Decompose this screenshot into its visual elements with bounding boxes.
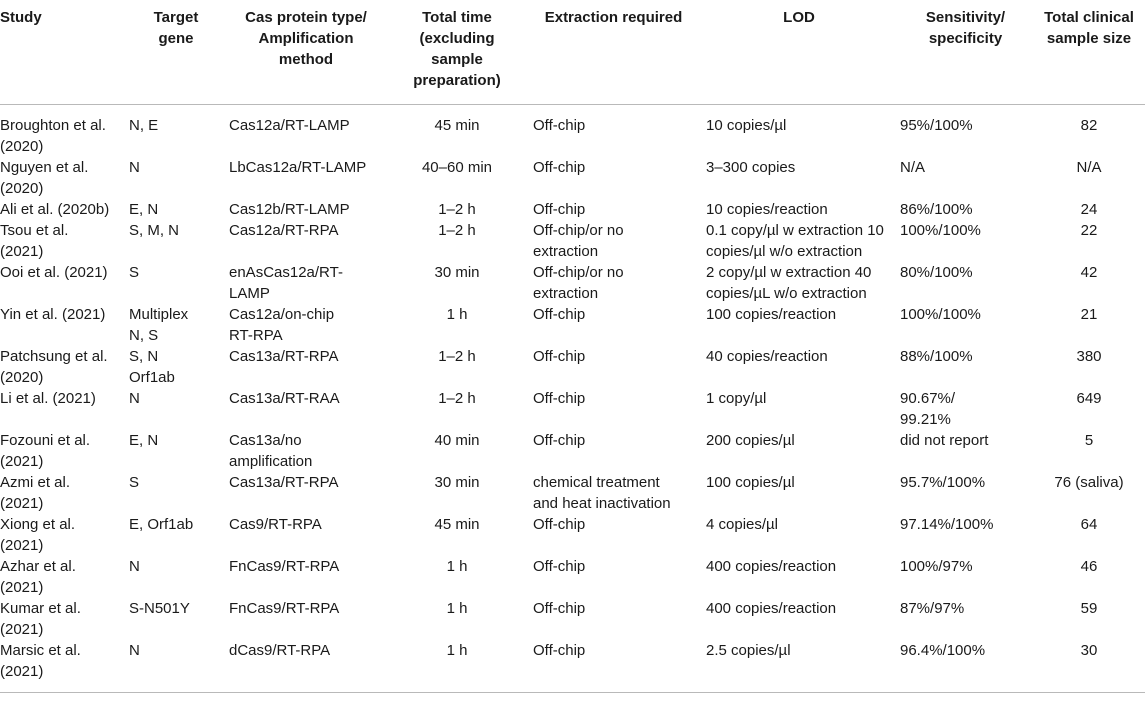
cell-total-time: [387, 430, 527, 472]
cell-line: (2021): [0, 662, 44, 680]
cell-line: 100%/100%: [900, 305, 981, 323]
table-body: [0, 104, 1145, 692]
cell-line: Kumar et al.: [0, 599, 81, 617]
header-line: sample: [431, 51, 483, 68]
cell-study: [0, 157, 127, 199]
cell-cas-protein-amplification: [225, 220, 387, 262]
cell-line: 1–2 h: [438, 200, 476, 218]
cell-line: Off-chip/or no: [533, 221, 624, 239]
header-line: (excluding: [419, 30, 495, 47]
cell-line: copies/µL w/o extraction: [706, 284, 867, 302]
cell-target-gene: [127, 472, 225, 514]
cell-line: (2021): [0, 242, 44, 260]
cell-extraction-required: [527, 346, 700, 388]
cell-line: 1 h: [446, 305, 468, 323]
cell-line: Xiong et al.: [0, 515, 76, 533]
cell-total-time: [387, 220, 527, 262]
cell-lod: [700, 304, 898, 346]
cell-line: 45 min: [434, 116, 480, 134]
table-row: [0, 388, 1145, 430]
cell-line: Off-chip/or no: [533, 263, 624, 281]
cell-cas-protein-amplification: [225, 199, 387, 220]
cell-line: 3–300 copies: [706, 158, 796, 176]
cell-line: 22: [1080, 221, 1098, 239]
cell-study: [0, 199, 127, 220]
cell-target-gene: [127, 514, 225, 556]
cell-lod: [700, 388, 898, 430]
cell-line: Cas13a/RT-RPA: [229, 473, 339, 491]
header-line: Sensitivity/: [925, 9, 1006, 26]
cell-study: [0, 388, 127, 430]
cell-lod: [700, 199, 898, 220]
cell-lod: [700, 598, 898, 640]
cell-total-time: [387, 598, 527, 640]
cell-line: Azmi et al.: [0, 473, 71, 491]
cell-line: and heat inactivation: [533, 494, 671, 512]
cell-line: Off-chip: [533, 200, 586, 218]
cell-line: Cas12a/RT-LAMP: [229, 116, 350, 134]
cell-line: Patchsung et al.: [0, 347, 108, 365]
table-row: [0, 598, 1145, 640]
header-total-time: [387, 0, 527, 104]
cell-target-gene: [127, 430, 225, 472]
cell-line: (2020): [0, 368, 44, 386]
cell-clinical-sample-size: [1033, 199, 1145, 220]
cell-target-gene: [127, 346, 225, 388]
cell-line: 80%/100%: [900, 263, 973, 281]
cell-line: 42: [1080, 263, 1098, 281]
header-line: Target: [153, 9, 199, 26]
header-line: method: [278, 51, 334, 68]
cell-line: Azhar et al.: [0, 557, 76, 575]
cell-study: [0, 514, 127, 556]
cell-line: Li et al. (2021): [0, 389, 96, 407]
cell-line: 10 copies/µl: [706, 116, 787, 134]
cell-lod: [700, 556, 898, 598]
header-clinical-sample-size: [1033, 0, 1145, 104]
cell-cas-protein-amplification: [225, 556, 387, 598]
cell-line: E, N: [129, 200, 159, 218]
cell-lod: [700, 640, 898, 693]
cell-line: 1 h: [446, 641, 468, 659]
cell-target-gene: [127, 262, 225, 304]
cell-line: 100 copies/reaction: [706, 305, 837, 323]
table-row: [0, 220, 1145, 262]
cell-lod: [700, 514, 898, 556]
cell-line: (2021): [0, 452, 44, 470]
cell-target-gene: [127, 556, 225, 598]
table-row: [0, 104, 1145, 157]
cell-line: 2 copy/µl w extraction 40: [706, 263, 872, 281]
cell-line: 76 (saliva): [1054, 473, 1124, 491]
cell-line: 100%/100%: [900, 221, 981, 239]
header-line: Total time: [422, 9, 492, 26]
cell-cas-protein-amplification: [225, 640, 387, 693]
cell-sensitivity-specificity: [898, 346, 1033, 388]
table-row: [0, 199, 1145, 220]
cell-extraction-required: [527, 104, 700, 157]
cell-total-time: [387, 199, 527, 220]
cell-study: [0, 104, 127, 157]
cell-line: LAMP: [229, 284, 270, 302]
cell-line: 1–2 h: [438, 389, 476, 407]
cell-line: Cas12a/on-chip: [229, 305, 335, 323]
header-line: Amplification: [258, 30, 354, 47]
cell-line: 46: [1080, 557, 1098, 575]
cell-line: E, N: [129, 431, 159, 449]
header-line: sample size: [1046, 30, 1132, 47]
cell-total-time: [387, 514, 527, 556]
cell-line: Off-chip: [533, 116, 586, 134]
cell-line: 40 copies/reaction: [706, 347, 828, 365]
cell-total-time: [387, 640, 527, 693]
cell-lod: [700, 157, 898, 199]
cell-line: Ali et al. (2020b): [0, 200, 110, 218]
cell-total-time: [387, 556, 527, 598]
cell-lod: [700, 430, 898, 472]
cell-line: Nguyen et al.: [0, 158, 89, 176]
table-row: [0, 640, 1145, 693]
cell-line: 100 copies/µl: [706, 473, 795, 491]
header-sensitivity-specificity: [898, 0, 1033, 104]
cell-line: (2020): [0, 137, 44, 155]
cell-line: (2020): [0, 179, 44, 197]
header-line: specificity: [928, 30, 1003, 47]
cell-line: 86%/100%: [900, 200, 973, 218]
cell-clinical-sample-size: [1033, 556, 1145, 598]
cell-line: 30 min: [434, 263, 480, 281]
cell-cas-protein-amplification: [225, 472, 387, 514]
cell-extraction-required: [527, 157, 700, 199]
cell-sensitivity-specificity: [898, 262, 1033, 304]
cell-extraction-required: [527, 640, 700, 693]
cell-extraction-required: [527, 430, 700, 472]
cell-line: 10 copies/reaction: [706, 200, 828, 218]
cell-line: Tsou et al.: [0, 221, 69, 239]
cell-line: 96.4%/100%: [900, 641, 986, 659]
cell-study: [0, 598, 127, 640]
cell-line: enAsCas12a/RT-: [229, 263, 343, 281]
cell-line: Fozouni et al.: [0, 431, 91, 449]
cell-cas-protein-amplification: [225, 157, 387, 199]
cell-target-gene: [127, 304, 225, 346]
cell-line: S, N: [129, 347, 159, 365]
cell-line: E, Orf1ab: [129, 515, 194, 533]
cell-line: LbCas12a/RT-LAMP: [229, 158, 367, 176]
cell-line: Multiplex: [129, 305, 189, 323]
cell-target-gene: [127, 199, 225, 220]
cell-sensitivity-specificity: [898, 304, 1033, 346]
cell-sensitivity-specificity: [898, 640, 1033, 693]
cell-line: 88%/100%: [900, 347, 973, 365]
cell-total-time: [387, 346, 527, 388]
cell-clinical-sample-size: [1033, 598, 1145, 640]
table-header: [0, 0, 1145, 104]
cell-line: Cas12b/RT-LAMP: [229, 200, 350, 218]
cell-target-gene: [127, 598, 225, 640]
cell-line: (2021): [0, 536, 44, 554]
cell-line: 1–2 h: [438, 347, 476, 365]
cell-sensitivity-specificity: [898, 388, 1033, 430]
cell-line: 400 copies/reaction: [706, 557, 837, 575]
cell-line: copies/µl w/o extraction: [706, 242, 863, 260]
table-row: [0, 430, 1145, 472]
cell-line: Cas13a/no: [229, 431, 302, 449]
header-line: Extraction required: [544, 9, 683, 26]
cell-clinical-sample-size: [1033, 430, 1145, 472]
cell-study: [0, 346, 127, 388]
cell-lod: [700, 346, 898, 388]
cell-line: 64: [1080, 515, 1098, 533]
table-row: [0, 556, 1145, 598]
cell-line: Off-chip: [533, 641, 586, 659]
cell-clinical-sample-size: [1033, 388, 1145, 430]
table-row: [0, 514, 1145, 556]
cell-line: 87%/97%: [900, 599, 965, 617]
cell-extraction-required: [527, 388, 700, 430]
cell-sensitivity-specificity: [898, 220, 1033, 262]
header-line: preparation): [413, 72, 501, 89]
cell-line: 59: [1080, 599, 1098, 617]
cell-line: Orf1ab: [129, 368, 175, 386]
cell-line: 649: [1076, 389, 1102, 407]
cell-sensitivity-specificity: [898, 430, 1033, 472]
cell-extraction-required: [527, 472, 700, 514]
cell-line: FnCas9/RT-RPA: [229, 557, 340, 575]
cell-line: extraction: [533, 284, 599, 302]
cell-clinical-sample-size: [1033, 304, 1145, 346]
cell-sensitivity-specificity: [898, 598, 1033, 640]
cell-line: 2.5 copies/µl: [706, 641, 791, 659]
cell-line: 30 min: [434, 473, 480, 491]
cell-cas-protein-amplification: [225, 104, 387, 157]
cell-extraction-required: [527, 220, 700, 262]
cell-target-gene: [127, 104, 225, 157]
cell-line: RT-RPA: [229, 326, 283, 344]
cell-total-time: [387, 104, 527, 157]
cell-cas-protein-amplification: [225, 262, 387, 304]
cell-line: N: [129, 158, 140, 176]
cell-line: N/A: [900, 158, 926, 176]
cell-line: 400 copies/reaction: [706, 599, 837, 617]
cell-line: 24: [1080, 200, 1098, 218]
cell-line: 30: [1080, 641, 1098, 659]
cell-line: S: [129, 473, 140, 491]
cell-line: Off-chip: [533, 599, 586, 617]
cell-line: (2021): [0, 494, 44, 512]
cell-clinical-sample-size: [1033, 220, 1145, 262]
cell-line: 1 h: [446, 599, 468, 617]
cell-extraction-required: [527, 514, 700, 556]
cell-line: 95%/100%: [900, 116, 973, 134]
header-row: [0, 0, 1145, 104]
cell-clinical-sample-size: [1033, 346, 1145, 388]
cell-line: Cas9/RT-RPA: [229, 515, 322, 533]
cell-line: FnCas9/RT-RPA: [229, 599, 340, 617]
cell-lod: [700, 220, 898, 262]
cell-line: 90.67%/: [900, 389, 956, 407]
header-lod: [700, 0, 898, 104]
cell-line: N/A: [1076, 158, 1102, 176]
cell-total-time: [387, 304, 527, 346]
cell-study: [0, 556, 127, 598]
cell-line: Off-chip: [533, 431, 586, 449]
cell-line: chemical treatment: [533, 473, 660, 491]
cell-line: Marsic et al.: [0, 641, 81, 659]
cell-line: 40–60 min: [421, 158, 493, 176]
cell-extraction-required: [527, 199, 700, 220]
cell-line: 200 copies/µl: [706, 431, 795, 449]
cell-line: Off-chip: [533, 347, 586, 365]
cell-line: 5: [1084, 431, 1094, 449]
cell-line: (2021): [0, 578, 44, 596]
cell-sensitivity-specificity: [898, 472, 1033, 514]
table-row: [0, 262, 1145, 304]
cell-line: S: [129, 263, 140, 281]
cell-line: amplification: [229, 452, 313, 470]
cell-total-time: [387, 262, 527, 304]
cell-line: N, S: [129, 326, 159, 344]
cell-extraction-required: [527, 304, 700, 346]
cell-line: N: [129, 641, 140, 659]
cell-cas-protein-amplification: [225, 514, 387, 556]
cell-line: Off-chip: [533, 515, 586, 533]
cell-line: Cas13a/RT-RAA: [229, 389, 340, 407]
cell-target-gene: [127, 157, 225, 199]
cell-study: [0, 430, 127, 472]
cell-line: Off-chip: [533, 305, 586, 323]
cell-sensitivity-specificity: [898, 199, 1033, 220]
cell-line: N, E: [129, 116, 159, 134]
cell-line: Off-chip: [533, 158, 586, 176]
cell-line: 82: [1080, 116, 1098, 134]
cell-clinical-sample-size: [1033, 514, 1145, 556]
cell-clinical-sample-size: [1033, 640, 1145, 693]
cell-study: [0, 220, 127, 262]
table-row: [0, 304, 1145, 346]
cell-line: Off-chip: [533, 389, 586, 407]
cell-line: extraction: [533, 242, 599, 260]
cell-study: [0, 640, 127, 693]
cell-line: 97.14%/100%: [900, 515, 994, 533]
cell-cas-protein-amplification: [225, 346, 387, 388]
cell-line: Broughton et al.: [0, 116, 106, 134]
cell-line: 0.1 copy/µl w extraction 10: [706, 221, 884, 239]
cell-line: 21: [1080, 305, 1098, 323]
table-row: [0, 157, 1145, 199]
cell-line: Cas12a/RT-RPA: [229, 221, 339, 239]
cell-lod: [700, 104, 898, 157]
header-target-gene: [127, 0, 225, 104]
header-study: [0, 0, 127, 104]
cell-total-time: [387, 472, 527, 514]
cell-line: N: [129, 557, 140, 575]
cell-study: [0, 262, 127, 304]
cell-line: Yin et al. (2021): [0, 305, 106, 323]
header-line: LOD: [783, 9, 815, 26]
cell-sensitivity-specificity: [898, 556, 1033, 598]
cell-line: N: [129, 389, 140, 407]
cell-extraction-required: [527, 556, 700, 598]
cell-line: Ooi et al. (2021): [0, 263, 108, 281]
cell-line: 40 min: [434, 431, 480, 449]
cell-study: [0, 472, 127, 514]
cell-extraction-required: [527, 598, 700, 640]
header-line: Cas protein type/: [245, 9, 367, 26]
cell-cas-protein-amplification: [225, 304, 387, 346]
cell-line: did not report: [900, 431, 989, 449]
cell-line: 380: [1076, 347, 1102, 365]
cell-target-gene: [127, 388, 225, 430]
header-cas-protein-amplification: [225, 0, 387, 104]
cell-study: [0, 304, 127, 346]
cell-line: (2021): [0, 620, 44, 638]
cell-line: 1 h: [446, 557, 468, 575]
cell-clinical-sample-size: [1033, 472, 1145, 514]
cell-sensitivity-specificity: [898, 514, 1033, 556]
cell-sensitivity-specificity: [898, 157, 1033, 199]
cell-line: 4 copies/µl: [706, 515, 779, 533]
cell-line: 100%/97%: [900, 557, 973, 575]
cell-target-gene: [127, 220, 225, 262]
cell-line: Cas13a/RT-RPA: [229, 347, 339, 365]
cell-clinical-sample-size: [1033, 262, 1145, 304]
cell-line: 1–2 h: [438, 221, 476, 239]
cell-line: S-N501Y: [129, 599, 190, 617]
cell-line: Off-chip: [533, 557, 586, 575]
header-extraction-required: [527, 0, 700, 104]
cell-lod: [700, 472, 898, 514]
cell-extraction-required: [527, 262, 700, 304]
cell-line: S, M, N: [129, 221, 180, 239]
cell-lod: [700, 262, 898, 304]
table-row: [0, 346, 1145, 388]
header-line: Total clinical: [1044, 9, 1134, 26]
cell-sensitivity-specificity: [898, 104, 1033, 157]
table-row: [0, 472, 1145, 514]
cell-clinical-sample-size: [1033, 104, 1145, 157]
cell-line: 95.7%/100%: [900, 473, 986, 491]
header-line: gene: [158, 30, 194, 47]
cell-cas-protein-amplification: [225, 430, 387, 472]
cell-cas-protein-amplification: [225, 388, 387, 430]
cell-total-time: [387, 157, 527, 199]
cell-line: 45 min: [434, 515, 480, 533]
cell-total-time: [387, 388, 527, 430]
cell-cas-protein-amplification: [225, 598, 387, 640]
cell-line: 99.21%: [900, 410, 951, 428]
cell-clinical-sample-size: [1033, 157, 1145, 199]
cell-target-gene: [127, 640, 225, 693]
cell-line: 1 copy/µl: [706, 389, 767, 407]
header-line: Study: [0, 9, 42, 26]
cell-line: dCas9/RT-RPA: [229, 641, 331, 659]
